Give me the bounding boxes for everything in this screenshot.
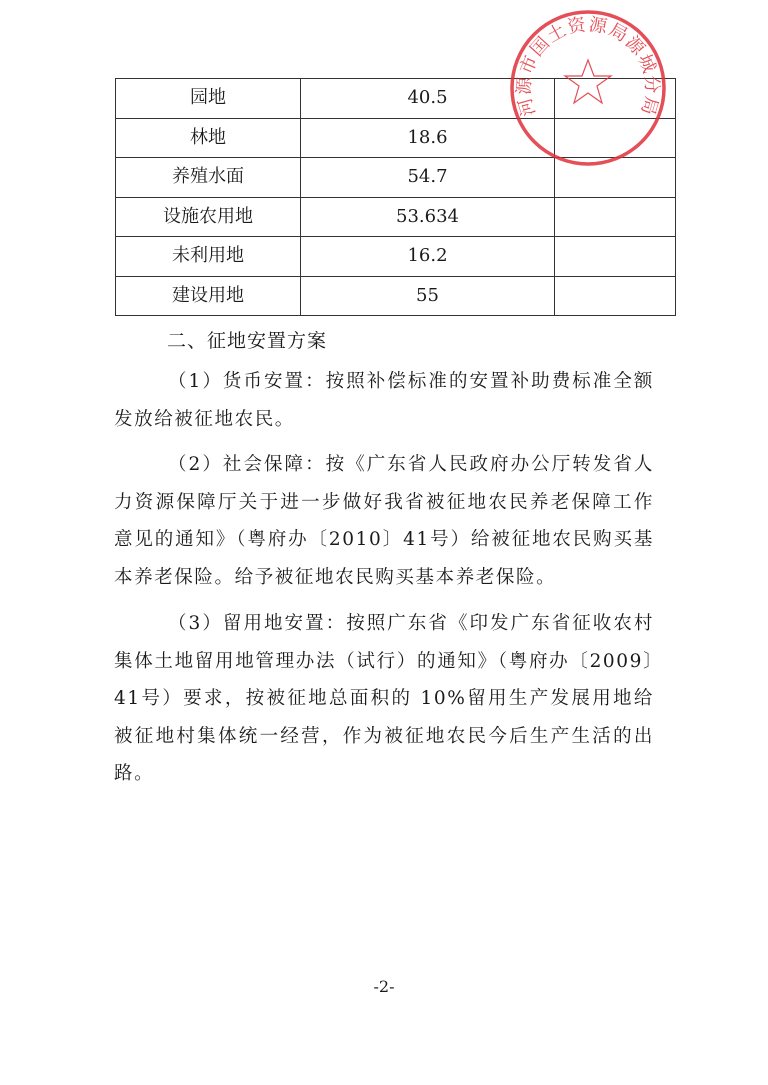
area-cell: 54.7 [301, 158, 555, 198]
seal-star-icon [565, 60, 611, 103]
table-row [116, 197, 676, 237]
page-number: -2- [373, 977, 395, 996]
land-type-cell: 建设用地 [116, 276, 301, 316]
land-type-cell: 养殖水面 [116, 158, 301, 198]
table-row [116, 237, 676, 277]
official-seal-stamp [508, 8, 668, 168]
seal-text: 河源市国土资源局源城分局 [513, 14, 663, 119]
area-cell: 40.5 [301, 79, 555, 119]
area-cell: 53.634 [301, 197, 555, 237]
area-cell: 16.2 [301, 237, 555, 277]
land-type-cell: 林地 [116, 118, 301, 158]
area-cell: 55 [301, 276, 555, 316]
area-cell: 18.6 [301, 118, 555, 158]
note-cell [555, 197, 676, 237]
section-title: 二、征地安置方案 [167, 330, 328, 352]
table-row [116, 276, 676, 316]
note-cell [555, 276, 676, 316]
paragraph-social-security: （2）社会保障：按《广东省人民政府办公厅转发省人力资源保障厅关于进一步做好我省被征地农民养老保障工作意见的通知》（粤府办〔2010〕41号）给被征地农民购买基本养老保险。给予被征地农民购买基本养老保险。 [114, 454, 654, 588]
note-cell [555, 237, 676, 277]
land-type-cell: 设施农用地 [116, 197, 301, 237]
paragraph-monetary-compensation: （1）货币安置：按照补偿标准的安置补助费标准全额发放给被征地农民。 [114, 371, 654, 430]
land-type-cell: 园地 [116, 79, 301, 119]
paragraph-reserved-land: （3）留用地安置：按照广东省《印发广东省征收农村集体土地留用地管理办法（试行）的通知》（粤府办〔2009〕41号）要求，按被征地总面积的 10%留用生产发展用地给被征地村集体统一经营，作为被征地农民今后生产生活的出路。 [114, 613, 654, 784]
land-type-cell: 未利用地 [116, 237, 301, 277]
